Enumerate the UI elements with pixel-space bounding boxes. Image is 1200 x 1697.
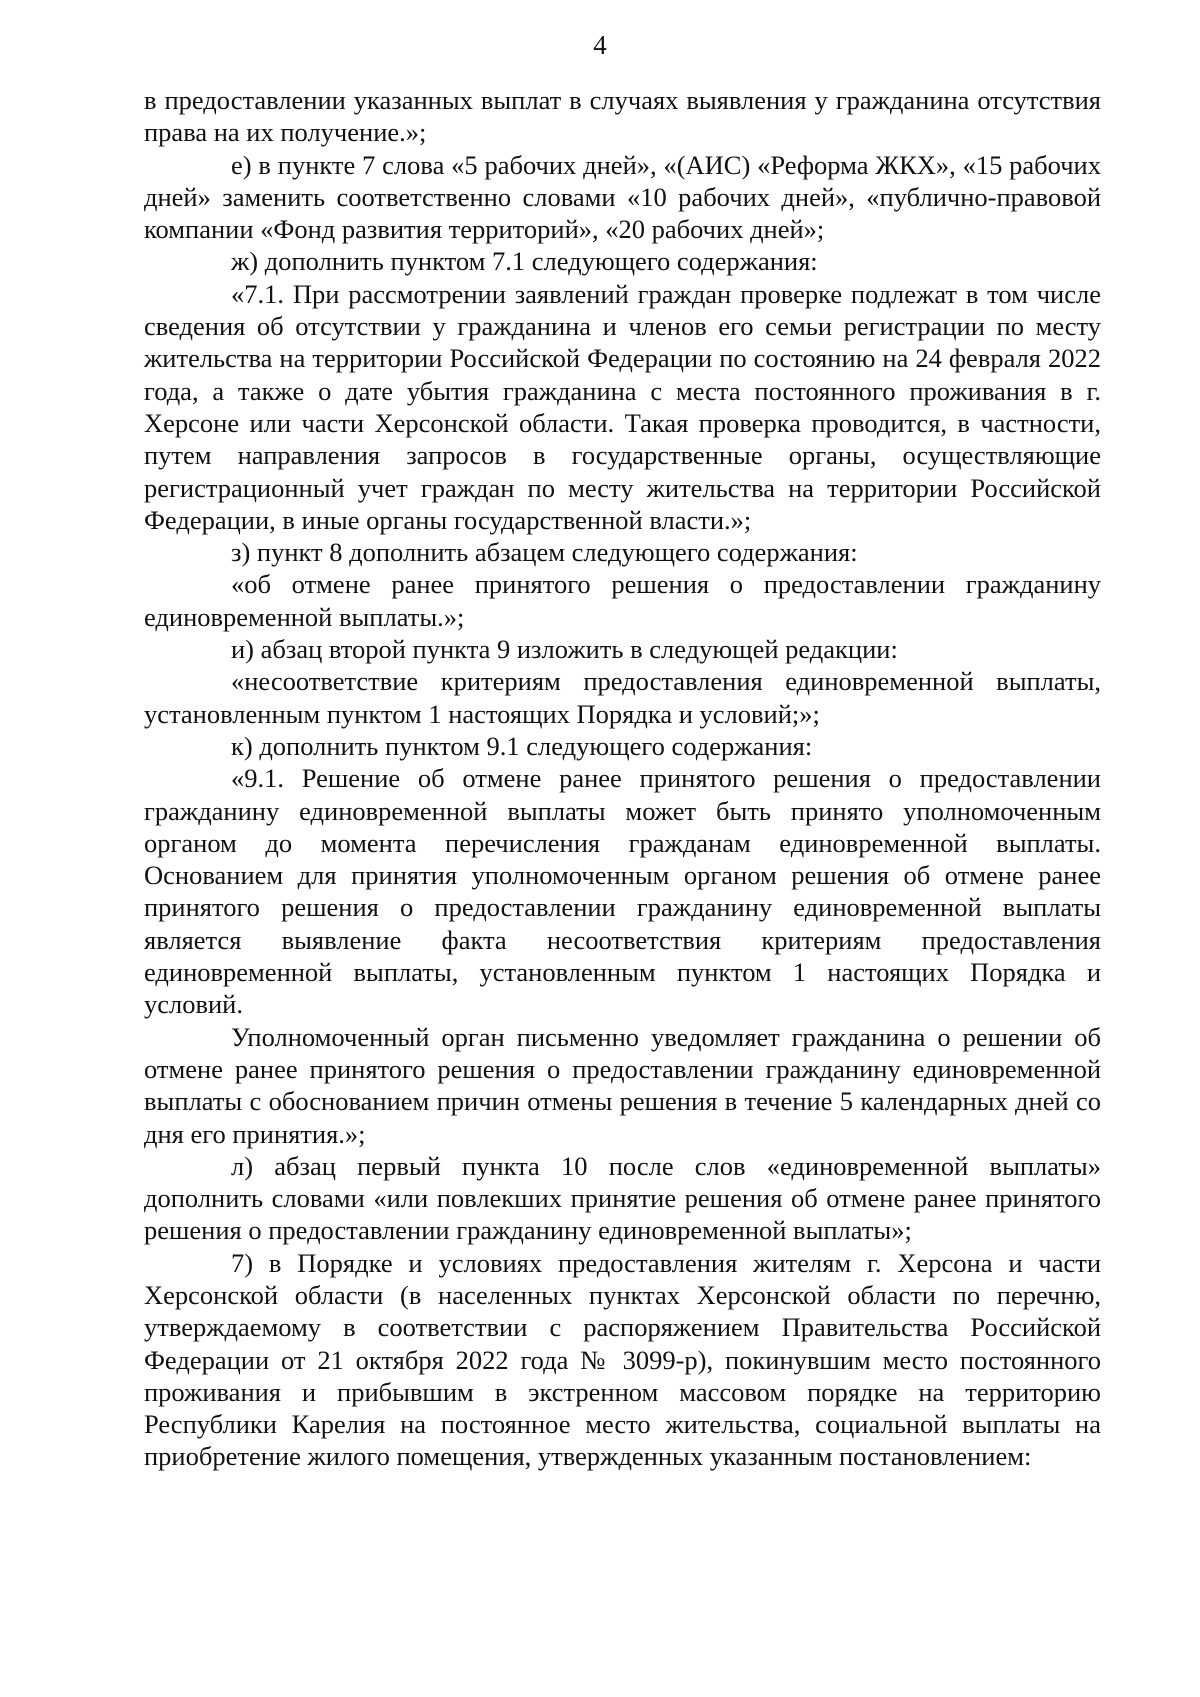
paragraph-13: 7) в Порядке и условиях предоставления жителям г. Херсона и части Херсонской области (в населенных пунктах Херсонской области по перечню, утверждаемому в соответствии с распоряжением Правительства Российской Федерации от 21 октября 2022 года № 3099-р), покинувшим место постоянного проживания и прибывшим в экстренном массовом порядке на территорию Республики Карелия на постоянное место жительства, социальной выплаты на приобретение жилого помещения, утвержденных указанным постановлением: xyxy=(144,1247,1101,1472)
paragraph-8: «несоответствие критериям предоставления единовременной выплаты, установленным пунктом 1 настоящих Порядка и условий;»; xyxy=(144,666,1101,729)
paragraph-5: з) пункт 8 дополнить абзацем следующего содержания: xyxy=(231,537,858,568)
paragraph-12: л) абзац первый пункта 10 после слов «единовременной выплаты» дополнить словами «или повлекших принятие решения об отмене ранее принятого решения о предоставлении гражданину единовременной выплаты»; xyxy=(144,1150,1101,1246)
paragraph-3: ж) дополнить пунктом 7.1 следующего содержания: xyxy=(231,246,818,277)
paragraph-4: «7.1. При рассмотрении заявлений граждан проверке подлежат в том числе сведения об отсутствии у гражданина и членов его семьи регистрации по месту жительства на территории Российской Федерации по состоянию на 24 февраля 2022 года, а также о дате убытия гражданина с места постоянного проживания в г. Херсоне или части Херсонской области. Такая проверка проводится, в частности, путем направления запросов в государственные органы, осуществляющие регистрационный учет граждан по месту жительства на территории Российской Федерации, в иные органы государственной власти.»; xyxy=(144,278,1101,535)
document-body xyxy=(144,84,1101,1473)
paragraph-2: е) в пункте 7 слова «5 рабочих дней», «(АИС) «Реформа ЖКХ», «15 рабочих дней» заменить соответственно словами «10 рабочих дней», «публично-правовой компании «Фонд развития территорий», «20 рабочих дней»; xyxy=(144,149,1101,245)
paragraph-7: и) абзац второй пункта 9 изложить в следующей редакции: xyxy=(231,634,898,665)
page-number: 4 xyxy=(593,30,607,60)
paragraph-1: в предоставлении указанных выплат в случаях выявления у гражданина отсутствия права на их получение.»; xyxy=(144,85,1101,148)
paragraph-6: «об отмене ранее принятого решения о предоставлении гражданину единовременной выплаты.»; xyxy=(144,569,1101,632)
paragraph-11: Уполномоченный орган письменно уведомляет гражданина о решении об отмене ранее принятого решения о предоставлении гражданину единовременной выплаты с обоснованием причин отмены решения в течение 5 календарных дней со дня его принятия.»; xyxy=(144,1021,1101,1149)
paragraph-9: к) дополнить пунктом 9.1 следующего содержания: xyxy=(231,730,813,761)
paragraph-10: «9.1. Решение об отмене ранее принятого решения о предоставлении гражданину единовременной выплаты может быть принято уполномоченным органом до момента перечисления гражданам единовременной выплаты. Основанием для принятия уполномоченным органом решения об отмене ранее принятого решения о предоставлении гражданину единовременной выплаты является выявление факта несоответствия критериям предоставления единовременной выплаты, установленным пунктом 1 настоящих Порядка и условий. xyxy=(144,763,1101,1020)
